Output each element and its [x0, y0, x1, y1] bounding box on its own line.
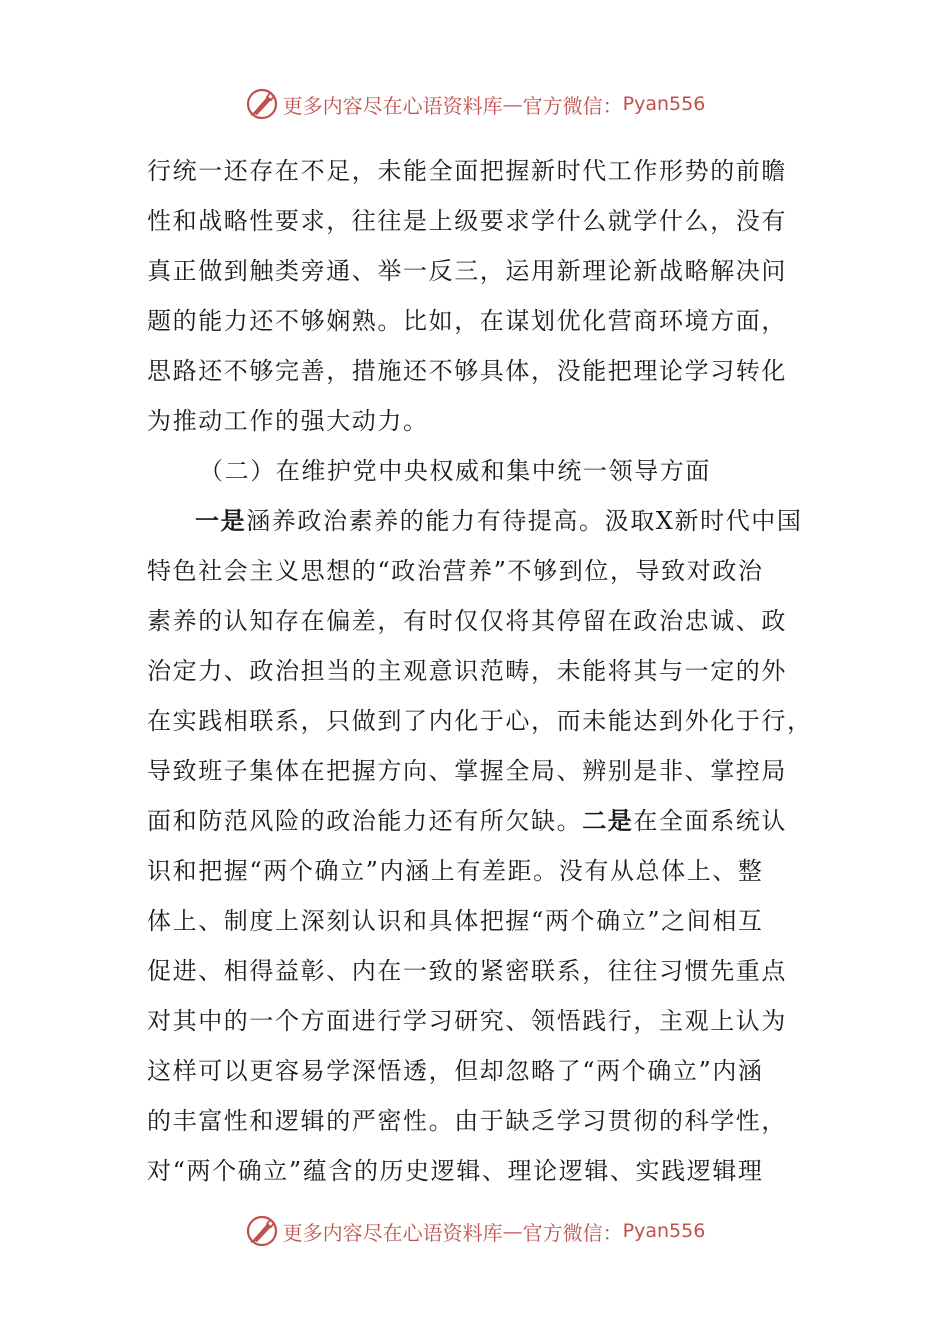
- paragraph1-line: 思路还不够完善，措施还不够具体，没能把理论学习转化: [147, 357, 787, 385]
- paragraph2-mixed-before: 面和防范风险的政治能力还有所欠缺。: [147, 807, 583, 835]
- header-watermark-banner: [0, 84, 950, 124]
- banner-wechat-id: Pyan556: [622, 93, 706, 115]
- banner-wechat-label: 官方微信：: [522, 1220, 623, 1245]
- paragraph2-line: 识和把握“两个确立”内涵上有差距。没有从总体上、整: [147, 857, 764, 885]
- banner-brand-text: 更多内容尽在心语资料库: [282, 93, 503, 118]
- banner-wechat-id: Pyan556: [622, 1220, 706, 1242]
- banner-separator: —: [502, 1219, 523, 1243]
- point-one-marker: 一是: [195, 506, 247, 535]
- paragraph2-line: 素养的认知存在偏差，有时仅仅将其停留在政治忠诚、政: [147, 607, 787, 635]
- point-two-marker: 二是: [582, 806, 634, 835]
- paragraph2-line: 治定力、政治担当的主观意识范畴，未能将其与一定的外: [147, 657, 787, 685]
- paragraph2-line: 这样可以更容易学深悟透，但却忽略了“两个确立”内涵: [147, 1057, 764, 1085]
- paragraph2-line: 导致班子集体在把握方向、掌握全局、辨别是非、掌控局: [147, 757, 787, 785]
- paragraph2-line: 的丰富性和逻辑的严密性。由于缺乏学习贯彻的科学性，: [147, 1107, 787, 1135]
- paragraph1-line: 为推动工作的强大动力。: [147, 407, 429, 435]
- paragraph2-first-line-text: 涵养政治素养的能力有待提高。汲取X新时代中国: [246, 507, 803, 535]
- paragraph2-mixed-line: [147, 796, 807, 846]
- document-body: [147, 146, 813, 1196]
- section-heading: （二）在维护党中央权威和集中统一领导方面: [199, 457, 711, 485]
- pen-nib-logo-icon: [245, 87, 279, 121]
- pen-nib-logo-icon: [245, 1214, 279, 1248]
- paragraph2-line: 特色社会主义思想的“政治营养”不够到位，导致对政治: [147, 557, 764, 585]
- paragraph2-line: 在实践相联系，只做到了内化于心，而未能达到外化于行，: [147, 707, 813, 735]
- footer-watermark-banner: [0, 1211, 950, 1251]
- paragraph1-line: 行统一还存在不足，未能全面把握新时代工作形势的前瞻: [147, 157, 787, 185]
- paragraph1-line: 真正做到触类旁通、举一反三，运用新理论新战略解决问: [147, 257, 787, 285]
- paragraph2-first-line: [147, 496, 807, 546]
- banner-wechat-label: 官方微信：: [522, 93, 623, 118]
- paragraph2-line: 对其中的一个方面进行学习研究、领悟践行，主观上认为: [147, 1007, 787, 1035]
- paragraph2-line: 促进、相得益彰、内在一致的紧密联系，往往习惯先重点: [147, 957, 787, 985]
- paragraph2-line: 体上、制度上深刻认识和具体把握“两个确立”之间相互: [147, 907, 764, 935]
- banner-separator: —: [502, 92, 523, 116]
- paragraph1-line: 题的能力还不够娴熟。比如，在谋划优化营商环境方面，: [147, 307, 787, 335]
- paragraph2-mixed-after: 在全面系统认: [633, 807, 788, 835]
- paragraph2-line: 对“两个确立”蕴含的历史逻辑、理论逻辑、实践逻辑理: [147, 1157, 764, 1185]
- paragraph1-line: 性和战略性要求，往往是上级要求学什么就学什么，没有: [147, 207, 787, 235]
- banner-brand-text: 更多内容尽在心语资料库: [282, 1220, 503, 1245]
